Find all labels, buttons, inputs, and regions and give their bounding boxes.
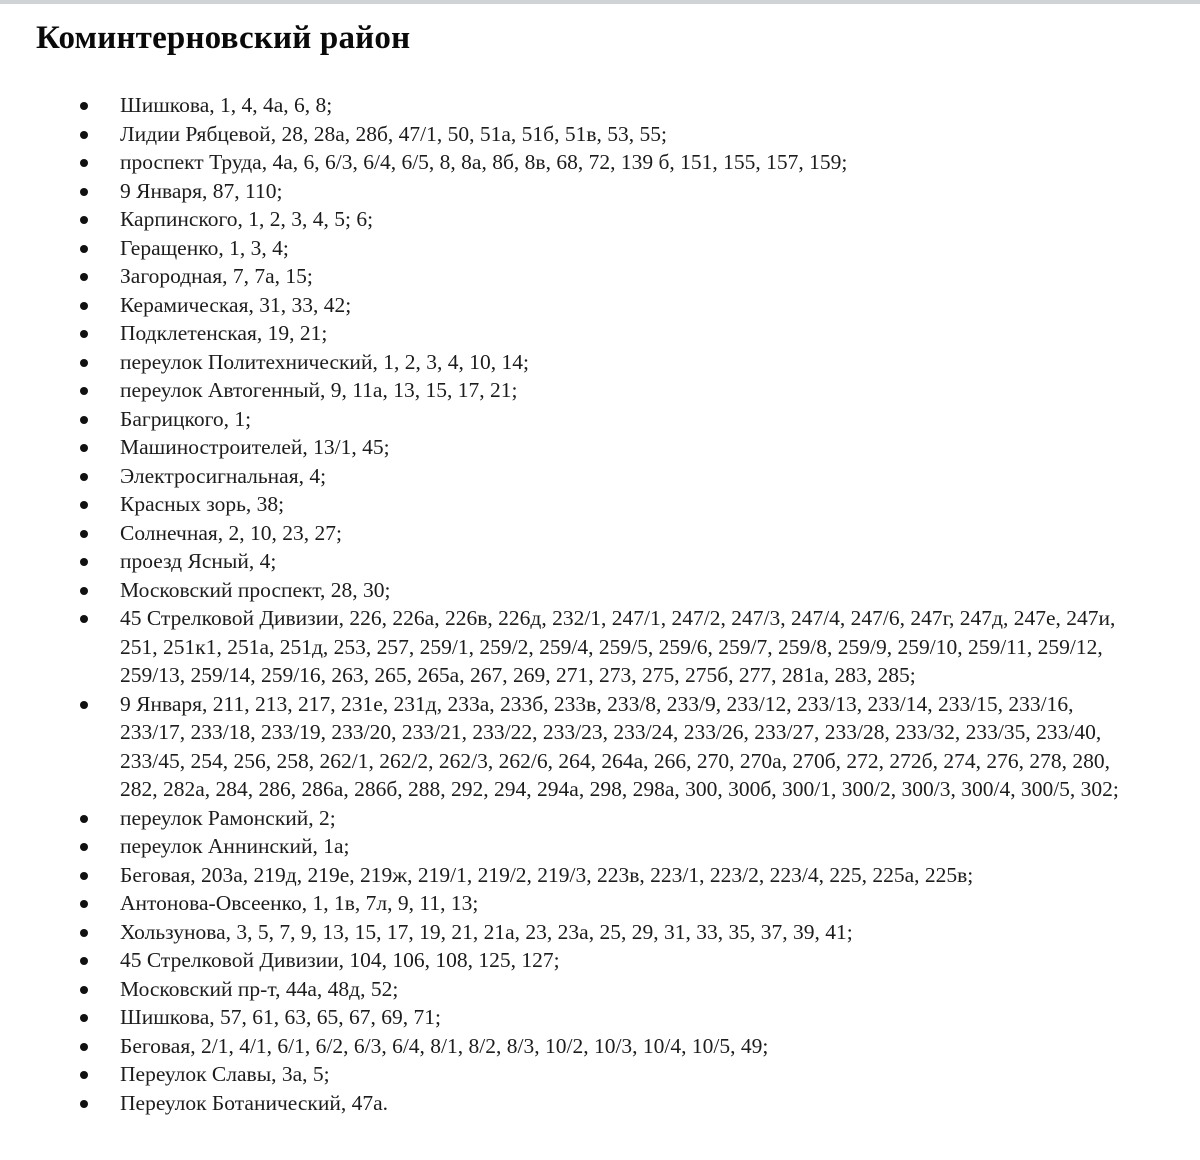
list-item-text: Геращенко, 1, 3, 4; [120, 235, 289, 260]
list-item-text: Подклетенская, 19, 21; [120, 321, 328, 345]
bullet-icon [80, 843, 88, 851]
address-list [0, 91, 1200, 1117]
bullet-icon [80, 501, 88, 509]
bullet-icon [80, 131, 88, 139]
bullet-icon [80, 1014, 88, 1022]
list-item [0, 120, 1200, 149]
list-item [0, 832, 1200, 861]
bullet-icon [80, 929, 88, 937]
list-item [0, 405, 1200, 434]
list-item [0, 519, 1200, 548]
bullet-icon [80, 558, 88, 566]
bullet-icon [80, 1071, 88, 1079]
list-item [0, 490, 1200, 519]
bullet-icon [80, 615, 88, 623]
bullet-icon [80, 444, 88, 452]
list-item [0, 1003, 1200, 1032]
list-item [0, 861, 1200, 890]
list-item-text: Карпинского, 1, 2, 3, 4, 5; 6; [120, 207, 374, 231]
bullet-icon [80, 102, 88, 110]
list-item [0, 348, 1200, 377]
list-item-text: переулок Аннинский, 1а; [120, 834, 350, 858]
list-item-text: 45 Стрелковой Дивизии, 226, 226а, 226в, 226д, 232/1, 247/1, 247/2, 247/3, 247/4, 247/6, 247г, 247д, 247е, 247и, 251, 251к1, 251а, 251д, 253, 257, 259/1, 259/2, 259/4, 259/5, 259/6, 259/7, 259/8, 259/9, 259/10, 259/11, 259/12, 259/13, 259/14, 259/16, 263, 265, 265а, 267, 269, 271, 273, 275, 275б, 277, 281а, 283, 285; [120, 606, 1116, 687]
list-item [0, 462, 1200, 491]
list-item [0, 234, 1200, 263]
list-item [0, 205, 1200, 234]
bullet-icon [80, 273, 88, 281]
list-item-text: проспект Труда, 4а, 6, 6/3, 6/4, 6/5, 8, 8а, 8б, 8в, 68, 72, 139 б, 151, 155, 157, 159; [120, 150, 848, 174]
list-item [0, 262, 1200, 291]
list-item [0, 148, 1200, 177]
list-item-text: Солнечная, 2, 10, 23, 27; [120, 520, 343, 545]
bullet-icon [80, 587, 88, 595]
bullet-icon [80, 387, 88, 395]
page-title: Коминтерновский район [36, 20, 411, 56]
list-item-text: переулок Рамонский, 2; [120, 805, 336, 830]
bullet-icon [80, 530, 88, 538]
list-item-text: переулок Политехнический, 1, 2, 3, 4, 10, 14; [120, 349, 529, 374]
list-item-text: Московский проспект, 28, 30; [120, 577, 391, 602]
list-item-text: Беговая, 203а, 219д, 219е, 219ж, 219/1, 219/2, 219/3, 223в, 223/1, 223/2, 223/4, 225, 225а, 225в; [120, 862, 974, 887]
bullet-icon [80, 701, 88, 709]
list-item [0, 975, 1200, 1004]
bullet-icon [80, 330, 88, 338]
list-item [0, 177, 1200, 206]
list-item-text: Переулок Славы, 3а, 5; [120, 1062, 330, 1086]
list-item [0, 576, 1200, 605]
bullet-icon [80, 900, 88, 908]
bullet-icon [80, 245, 88, 253]
list-item-text: Электросигнальная, 4; [120, 463, 327, 488]
list-item-text: Загородная, 7, 7а, 15; [120, 264, 313, 288]
bullet-icon [80, 1100, 88, 1108]
bullet-icon [80, 473, 88, 481]
list-item [0, 376, 1200, 405]
list-item-text: проезд Ясный, 4; [120, 549, 277, 573]
list-item-text: Антонова-Овсеенко, 1, 1в, 7л, 9, 11, 13; [120, 891, 479, 915]
bullet-icon [80, 216, 88, 224]
bullet-icon [80, 815, 88, 823]
bullet-icon [80, 872, 88, 880]
top-border [0, 0, 1200, 4]
list-item [0, 604, 1200, 690]
list-item-text: Керамическая, 31, 33, 42; [120, 292, 352, 317]
list-item [0, 433, 1200, 462]
list-item [0, 690, 1200, 804]
list-item [0, 804, 1200, 833]
list-item [0, 1060, 1200, 1089]
list-item-text: Московский пр-т, 44а, 48д, 52; [120, 976, 399, 1001]
list-item-text: Машиностроителей, 13/1, 45; [120, 435, 390, 459]
bullet-icon [80, 302, 88, 310]
list-item-text: переулок Автогенный, 9, 11а, 13, 15, 17, 21; [120, 378, 518, 402]
bullet-icon [80, 416, 88, 424]
list-item [0, 319, 1200, 348]
list-item-text: Лидии Рябцевой, 28, 28а, 28б, 47/1, 50, 51а, 51б, 51в, 53, 55; [120, 121, 668, 146]
list-item [0, 1032, 1200, 1061]
list-item-text: 9 Января, 211, 213, 217, 231е, 231д, 233а, 233б, 233в, 233/8, 233/9, 233/12, 233/13, 233/14, 233/15, 233/16, 233/17, 233/18, 233/19, 233/20, 233/21, 233/22, 233/23, 233/24, 233/26, 233/27, 233/28, 233/32, 233/35, 233/40, 233/45, 254, 256, 258, 262/1, 262/2, 262/3, 262/6, 264, 264а, 266, 270, 270а, 270б, 272, 272б, 274, 276, 278, 280, 282, 282а, 284, 286, 286а, 286б, 288, 292, 294, 294а, 298, 298а, 300, 300б, 300/1, 300/2, 300/3, 300/4, 300/5, 302; [120, 691, 1119, 801]
list-item-text: Багрицкого, 1; [120, 406, 252, 431]
list-item [0, 291, 1200, 320]
list-item [0, 1089, 1200, 1118]
list-item-text: 45 Стрелковой Дивизии, 104, 106, 108, 125, 127; [120, 948, 560, 972]
list-item-text: Хользунова, 3, 5, 7, 9, 13, 15, 17, 19, 21, 21а, 23, 23а, 25, 29, 31, 33, 35, 37, 39, 41; [120, 919, 853, 944]
list-item-text: 9 Января, 87, 110; [120, 178, 283, 203]
list-item-text: Шишкова, 57, 61, 63, 65, 67, 69, 71; [120, 1005, 441, 1029]
bullet-icon [80, 986, 88, 994]
list-item [0, 889, 1200, 918]
list-item-text: Переулок Ботанический, 47а. [120, 1090, 389, 1115]
bullet-icon [80, 1043, 88, 1051]
bullet-icon [80, 359, 88, 367]
bullet-icon [80, 957, 88, 965]
bullet-icon [80, 188, 88, 196]
list-item-text: Красных зорь, 38; [120, 492, 285, 516]
list-item [0, 918, 1200, 947]
bullet-icon [80, 159, 88, 167]
list-item [0, 547, 1200, 576]
list-item [0, 946, 1200, 975]
list-item [0, 91, 1200, 120]
list-item-text: Беговая, 2/1, 4/1, 6/1, 6/2, 6/3, 6/4, 8/1, 8/2, 8/3, 10/2, 10/3, 10/4, 10/5, 49; [120, 1033, 769, 1058]
list-item-text: Шишкова, 1, 4, 4а, 6, 8; [120, 93, 333, 117]
